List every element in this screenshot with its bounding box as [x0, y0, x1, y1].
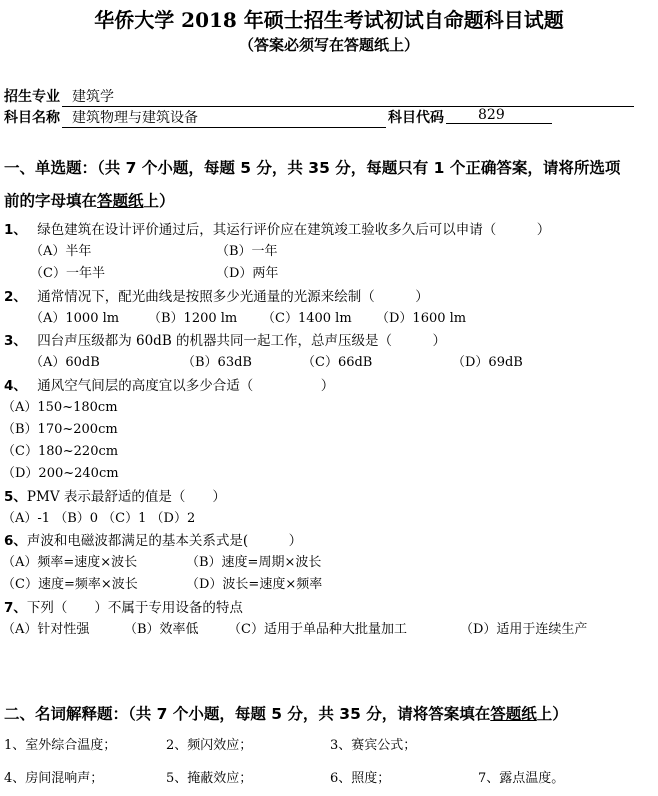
- question-text: 绿色建筑在设计评价通过后，其运行评价应在建筑竣工验收多久后可以申请（ ）: [37, 222, 551, 238]
- term-7: 7、露点温度。: [478, 771, 565, 786]
- term-1: 1、室外综合温度；: [4, 738, 117, 753]
- exam-title: 华侨大学 2018 年硕士招生考试初试自命题科目试题: [94, 8, 564, 32]
- subject-value: 建筑物理与建筑设备: [72, 110, 198, 126]
- q5-options: [2, 507, 195, 526]
- q5-option-b: （B）0: [54, 511, 99, 526]
- q1-option-b: （B）一年: [216, 244, 278, 259]
- section1-heading-line2: [4, 189, 175, 211]
- q6-option-d: （D）波长=速度×频率: [186, 577, 323, 592]
- question-text: 下列（ ）不属于专用设备的特点: [26, 600, 243, 616]
- question-3: [4, 329, 446, 349]
- question-2: [4, 285, 429, 305]
- question-number: 4、: [4, 378, 27, 394]
- major-label: 招生专业: [4, 89, 60, 105]
- question-1: [4, 218, 550, 238]
- q1-option-d: （D）两年: [216, 266, 279, 281]
- term-2: 2、频闪效应；: [166, 738, 253, 753]
- section2-heading: [4, 702, 568, 724]
- q3-option-d: （D）69dB: [452, 355, 523, 370]
- exam-subtitle: （答案必须写在答题纸上）: [238, 36, 419, 54]
- q1-option-c: （C）一年半: [30, 266, 105, 281]
- q7-option-a: （A）针对性强: [2, 622, 90, 637]
- section2-heading-pre: 二、名词解释题：（共 7 个小题，每题 5 分，共 35 分，请将答案填在: [4, 705, 491, 723]
- question-4: [4, 374, 334, 394]
- section1-heading-line1: 一、单选题：（共 7 个小题，每题 5 分，共 35 分，每题只有 1 个正确答案，请将所选项: [4, 159, 621, 177]
- q7-option-b: （B）效率低: [124, 622, 199, 637]
- q6-option-b: （B）速度=周期×波长: [186, 555, 322, 570]
- question-number: 6、: [4, 533, 27, 549]
- major-field: [62, 86, 634, 107]
- term-3: 3、赛宾公式；: [330, 738, 417, 753]
- question-7: [4, 596, 243, 616]
- q4-option-b: （B）170~200cm: [2, 422, 118, 437]
- section1-heading-pre: 前的字母填在: [4, 192, 98, 210]
- q5-option-d: （D）2: [150, 511, 196, 526]
- term-5: 5、掩蔽效应；: [166, 771, 253, 786]
- q2-option-d: （D）1600 lm: [376, 311, 467, 326]
- term-6: 6、照度；: [330, 771, 391, 786]
- code-label: 科目代码: [388, 110, 444, 126]
- section1-heading-post: 上）: [143, 192, 175, 210]
- q4-option-d: （D）200~240cm: [2, 466, 119, 481]
- term-4: 4、房间混响声；: [4, 771, 104, 786]
- question-number: 2、: [4, 289, 27, 305]
- section2-heading-post: 上）: [536, 705, 568, 723]
- q4-option-c: （C）180~220cm: [2, 444, 119, 459]
- answer-sheet-emphasis: 答题纸: [490, 705, 537, 723]
- code-field: [446, 107, 552, 124]
- code-value: 829: [478, 107, 505, 123]
- answer-sheet-emphasis: 答题纸: [97, 192, 144, 210]
- q5-option-c: （C）1: [102, 511, 147, 526]
- subject-field: [62, 107, 386, 128]
- question-text: PMV 表示最舒适的值是（ ）: [26, 489, 226, 505]
- question-number: 1、: [4, 222, 27, 238]
- q5-option-a: （A）-1: [2, 511, 51, 526]
- q2-option-a: （A）1000 lm: [30, 311, 120, 326]
- q6-option-c: （C）速度=频率×波长: [2, 577, 138, 592]
- q3-option-b: （B）63dB: [182, 355, 252, 370]
- q3-option-c: （C）66dB: [302, 355, 373, 370]
- question-number: 3、: [4, 333, 27, 349]
- question-text: 四台声压级都为 60dB 的机器共同一起工作，总声压级是（ ）: [37, 333, 447, 349]
- question-text: 声波和电磁波都满足的基本关系式是( ）: [26, 533, 303, 549]
- q3-option-a: （A）60dB: [30, 355, 100, 370]
- question-text: 通常情况下，配光曲线是按照多少光通量的光源来绘制（ ）: [37, 289, 429, 305]
- q2-option-b: （B）1200 lm: [148, 311, 238, 326]
- question-6: [4, 529, 302, 549]
- q1-option-a: （A）半年: [30, 244, 92, 259]
- question-5: [4, 485, 226, 505]
- q7-option-d: （D）适用于连续生产: [460, 622, 588, 637]
- subject-label: 科目名称: [4, 110, 60, 126]
- q6-option-a: （A）频率=速度×波长: [2, 555, 138, 570]
- q2-option-c: （C）1400 lm: [262, 311, 352, 326]
- major-value: 建筑学: [72, 89, 114, 105]
- q4-option-a: （A）150~180cm: [2, 400, 118, 415]
- question-number: 7、: [4, 600, 27, 616]
- question-text: 通风空气间层的高度宜以多少合适（ ）: [37, 378, 335, 394]
- q7-option-c: （C）适用于单品种大批量加工: [228, 622, 407, 637]
- question-number: 5、: [4, 489, 27, 505]
